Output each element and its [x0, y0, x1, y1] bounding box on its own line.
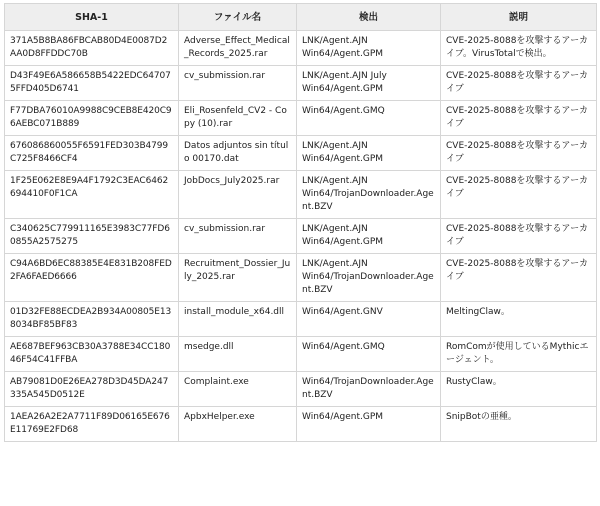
- description-cell: CVE-2025-8088を攻撃するアーカイブ: [441, 219, 597, 254]
- header-sha1: SHA-1: [5, 4, 179, 31]
- filename-cell: install_module_x64.dll: [179, 302, 297, 337]
- description-cell: SnipBotの亜種。: [441, 407, 597, 442]
- detection-cell: Win64/TrojanDownloader.Agent.BZV: [297, 372, 441, 407]
- detection-cell: Win64/Agent.GMQ: [297, 101, 441, 136]
- filename-cell: Adverse_Effect_Medical_Records_2025.rar: [179, 31, 297, 66]
- sha1-cell: F77DBA76010A9988C9CEB8E420C96AEBC071B889: [5, 101, 179, 136]
- table-row: [5, 171, 597, 219]
- sha1-cell: 1F25E062E8E9A4F1792C3EAC6462694410F0F1CA: [5, 171, 179, 219]
- header-filename: ファイル名: [179, 4, 297, 31]
- detection-cell: LNK/Agent.AJN July Win64/Agent.GPM: [297, 66, 441, 101]
- table-row: [5, 101, 597, 136]
- filename-cell: msedge.dll: [179, 337, 297, 372]
- sha1-cell: 676086860055F6591FED303B4799C725F8466CF4: [5, 136, 179, 171]
- detection-cell: Win64/Agent.GPM: [297, 407, 441, 442]
- filename-cell: Datos adjuntos sin título 00170.dat: [179, 136, 297, 171]
- description-cell: MeltingClaw。: [441, 302, 597, 337]
- description-cell: CVE-2025-8088を攻撃するアーカイブ: [441, 101, 597, 136]
- description-cell: RomComが使用しているMythicエージェント。: [441, 337, 597, 372]
- description-cell: CVE-2025-8088を攻撃するアーカイブ。VirusTotalで検出。: [441, 31, 597, 66]
- table-row: [5, 407, 597, 442]
- description-cell: CVE-2025-8088を攻撃するアーカイブ: [441, 171, 597, 219]
- sha1-cell: C340625C779911165E3983C77FD60855A2575275: [5, 219, 179, 254]
- detection-cell: LNK/Agent.AJN Win64/Agent.GPM: [297, 31, 441, 66]
- filename-cell: Complaint.exe: [179, 372, 297, 407]
- sha1-cell: 371A5B8BA86FBCAB80D4E0087D2AA0D8FFDDC70B: [5, 31, 179, 66]
- sha1-cell: 1AEA26A2E2A7711F89D06165E676E11769E2FD68: [5, 407, 179, 442]
- detection-cell: LNK/Agent.AJN Win64/TrojanDownloader.Agent.BZV: [297, 254, 441, 302]
- detection-cell: LNK/Agent.AJN Win64/Agent.GPM: [297, 136, 441, 171]
- filename-cell: ApbxHelper.exe: [179, 407, 297, 442]
- header-detection: 検出: [297, 4, 441, 31]
- table-row: [5, 254, 597, 302]
- sha1-cell: 01D32FE88ECDEA2B934A00805E138034BF85BF83: [5, 302, 179, 337]
- sha1-cell: C94A6BD6EC88385E4E831B208FED2FA6FAED6666: [5, 254, 179, 302]
- sha1-cell: D43F49E6A586658B5422EDC647075FFD405D6741: [5, 66, 179, 101]
- table-row: [5, 31, 597, 66]
- description-cell: RustyClaw。: [441, 372, 597, 407]
- detection-cell: Win64/Agent.GMQ: [297, 337, 441, 372]
- ioc-table: [4, 3, 597, 442]
- sha1-cell: AE687BEF963CB30A3788E34CC18046F54C41FFBA: [5, 337, 179, 372]
- table-row: [5, 372, 597, 407]
- table-row: [5, 66, 597, 101]
- table-row: [5, 337, 597, 372]
- description-cell: CVE-2025-8088を攻撃するアーカイブ: [441, 66, 597, 101]
- table-row: [5, 219, 597, 254]
- filename-cell: cv_submission.rar: [179, 66, 297, 101]
- header-description: 説明: [441, 4, 597, 31]
- header-row: [5, 4, 597, 31]
- detection-cell: Win64/Agent.GNV: [297, 302, 441, 337]
- sha1-cell: AB79081D0E26EA278D3D45DA247335A545D0512E: [5, 372, 179, 407]
- filename-cell: JobDocs_July2025.rar: [179, 171, 297, 219]
- description-cell: CVE-2025-8088を攻撃するアーカイブ: [441, 254, 597, 302]
- description-cell: CVE-2025-8088を攻撃するアーカイブ: [441, 136, 597, 171]
- table-row: [5, 302, 597, 337]
- filename-cell: Eli_Rosenfeld_CV2 - Copy (10).rar: [179, 101, 297, 136]
- table-row: [5, 136, 597, 171]
- detection-cell: LNK/Agent.AJN Win64/TrojanDownloader.Agent.BZV: [297, 171, 441, 219]
- detection-cell: LNK/Agent.AJN Win64/Agent.GPM: [297, 219, 441, 254]
- filename-cell: Recruitment_Dossier_July_2025.rar: [179, 254, 297, 302]
- filename-cell: cv_submission.rar: [179, 219, 297, 254]
